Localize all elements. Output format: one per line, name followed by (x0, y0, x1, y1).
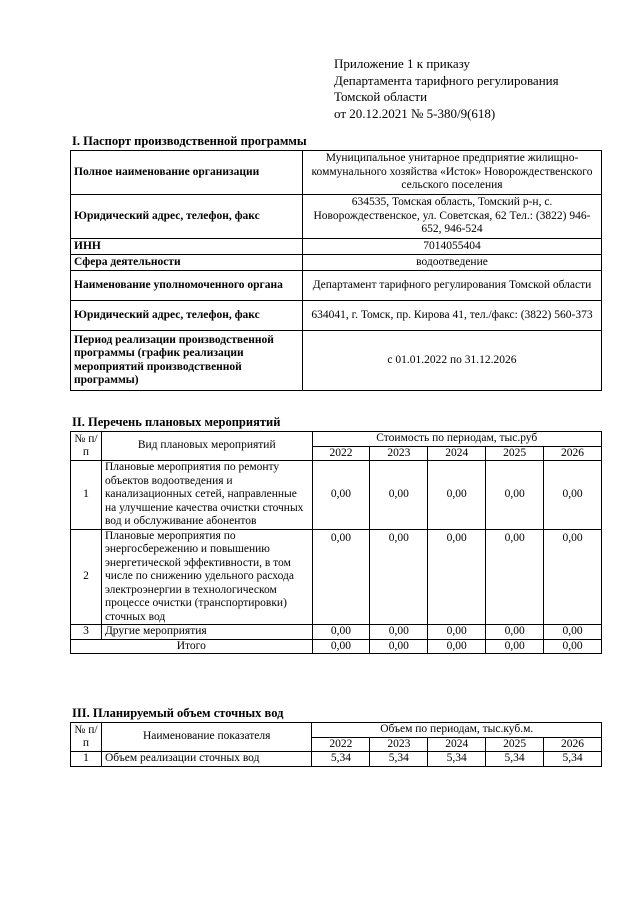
volume-value: 5,34 (312, 752, 370, 767)
column-header-group: Стоимость по периодам, тыс.руб (312, 432, 601, 447)
volume-value: 5,34 (428, 752, 486, 767)
table-row (71, 529, 602, 625)
activity-name: Другие мероприятия (101, 625, 312, 640)
row-value: с 01.01.2022 по 31.12.2026 (303, 331, 602, 391)
row-label: Полное наименование организации (71, 151, 303, 195)
cost-value: 0,00 (544, 529, 602, 625)
year-header: 2022 (312, 737, 370, 752)
order-reference (334, 56, 559, 122)
total-value: 0,00 (544, 639, 602, 654)
row-number: 1 (71, 461, 102, 530)
column-header-name: Вид плановых мероприятий (101, 432, 312, 461)
row-label: Наименование уполномоченного органа (71, 271, 303, 301)
volume-value: 5,34 (370, 752, 428, 767)
section2-title: II. Перечень плановых мероприятий (72, 415, 281, 429)
total-row (71, 639, 602, 654)
year-header: 2025 (486, 737, 544, 752)
activity-name: Плановые мероприятия по энергосбережению и повышению энергетической эффективности, в том числе по снижению удельного расхода электроэнергии в технологическом процессе очистки (транспортировки) сточных вод (101, 529, 312, 625)
cost-value: 0,00 (312, 461, 370, 530)
row-value: 634535, Томская область, Томский р-н, с. Новорождественское, ул. Советская, 62 Тел.: (3822) 946-652, 946-524 (303, 195, 602, 239)
table-row (71, 195, 602, 239)
planned-activities-table (70, 431, 602, 654)
total-value: 0,00 (370, 639, 428, 654)
total-label: Итого (71, 639, 313, 654)
cost-value: 0,00 (486, 529, 544, 625)
activity-name: Плановые мероприятия по ремонту объектов водоотведения и канализационных сетей, направленные на улучшение качества очистки сточных вод и обслуживание абонентов (101, 461, 312, 530)
cost-value: 0,00 (486, 461, 544, 530)
year-header: 2024 (428, 737, 486, 752)
row-label: Юридический адрес, телефон, факс (71, 301, 303, 331)
row-value: Департамент тарифного регулирования Томской области (303, 271, 602, 301)
year-header: 2024 (428, 446, 486, 461)
cost-value: 0,00 (486, 625, 544, 640)
year-header: 2026 (544, 737, 602, 752)
cost-value: 0,00 (544, 461, 602, 530)
row-value: Муниципальное унитарное предприятие жилищно-коммунального хозяйства «Исток» Новорождественского сельского поселения (303, 151, 602, 195)
table-row (71, 151, 602, 195)
passport-table (70, 150, 602, 391)
column-header-name: Наименование показателя (101, 723, 312, 752)
year-header: 2023 (370, 737, 428, 752)
cost-value: 0,00 (312, 529, 370, 625)
cost-value: 0,00 (544, 625, 602, 640)
indicator-name: Объем реализации сточных вод (101, 752, 312, 767)
section3-title: III. Планируемый объем сточных вод (72, 706, 284, 720)
header-line: Департамента тарифного регулирования (334, 72, 559, 88)
table-row (71, 625, 602, 640)
column-header-no: № п/п (71, 723, 102, 752)
row-label: Период реализации производственной программы (график реализации мероприятий производственной программы) (71, 331, 303, 391)
cost-value: 0,00 (428, 625, 486, 640)
cost-value: 0,00 (370, 461, 428, 530)
row-number: 1 (71, 752, 102, 767)
cost-value: 0,00 (312, 625, 370, 640)
cost-value: 0,00 (428, 461, 486, 530)
wastewater-volume-table (70, 722, 602, 767)
year-header: 2023 (370, 446, 428, 461)
row-label: Сфера деятельности (71, 255, 303, 271)
year-header: 2025 (486, 446, 544, 461)
table-row (71, 255, 602, 271)
table-row (71, 331, 602, 391)
row-value: водоотведение (303, 255, 602, 271)
cost-value: 0,00 (370, 529, 428, 625)
column-header-group: Объем по периодам, тыс.куб.м. (312, 723, 602, 738)
table-row (71, 271, 602, 301)
table-row (71, 461, 602, 530)
row-value: 634041, г. Томск, пр. Кирова 41, тел./факс: (3822) 560-373 (303, 301, 602, 331)
table-row (71, 301, 602, 331)
total-value: 0,00 (312, 639, 370, 654)
table-row (71, 752, 602, 767)
section1-title: I. Паспорт производственной программы (72, 134, 307, 148)
table-header-row (71, 723, 602, 738)
row-label: Юридический адрес, телефон, факс (71, 195, 303, 239)
header-line: Приложение 1 к приказу (334, 56, 471, 71)
table-row (71, 239, 602, 255)
total-value: 0,00 (428, 639, 486, 654)
year-header: 2022 (312, 446, 370, 461)
header-line: Томской области (334, 89, 428, 104)
column-header-no: № п/п (71, 432, 102, 461)
total-value: 0,00 (486, 639, 544, 654)
header-line: от 20.12.2021 № 5-380/9(618) (334, 105, 496, 121)
volume-value: 5,34 (544, 752, 602, 767)
year-header: 2026 (544, 446, 602, 461)
row-value: 7014055404 (303, 239, 602, 255)
row-number: 2 (71, 529, 102, 625)
row-number: 3 (71, 625, 102, 640)
volume-value: 5,34 (486, 752, 544, 767)
row-label: ИНН (71, 239, 303, 255)
table-header-row (71, 432, 602, 447)
cost-value: 0,00 (370, 625, 428, 640)
cost-value: 0,00 (428, 529, 486, 625)
